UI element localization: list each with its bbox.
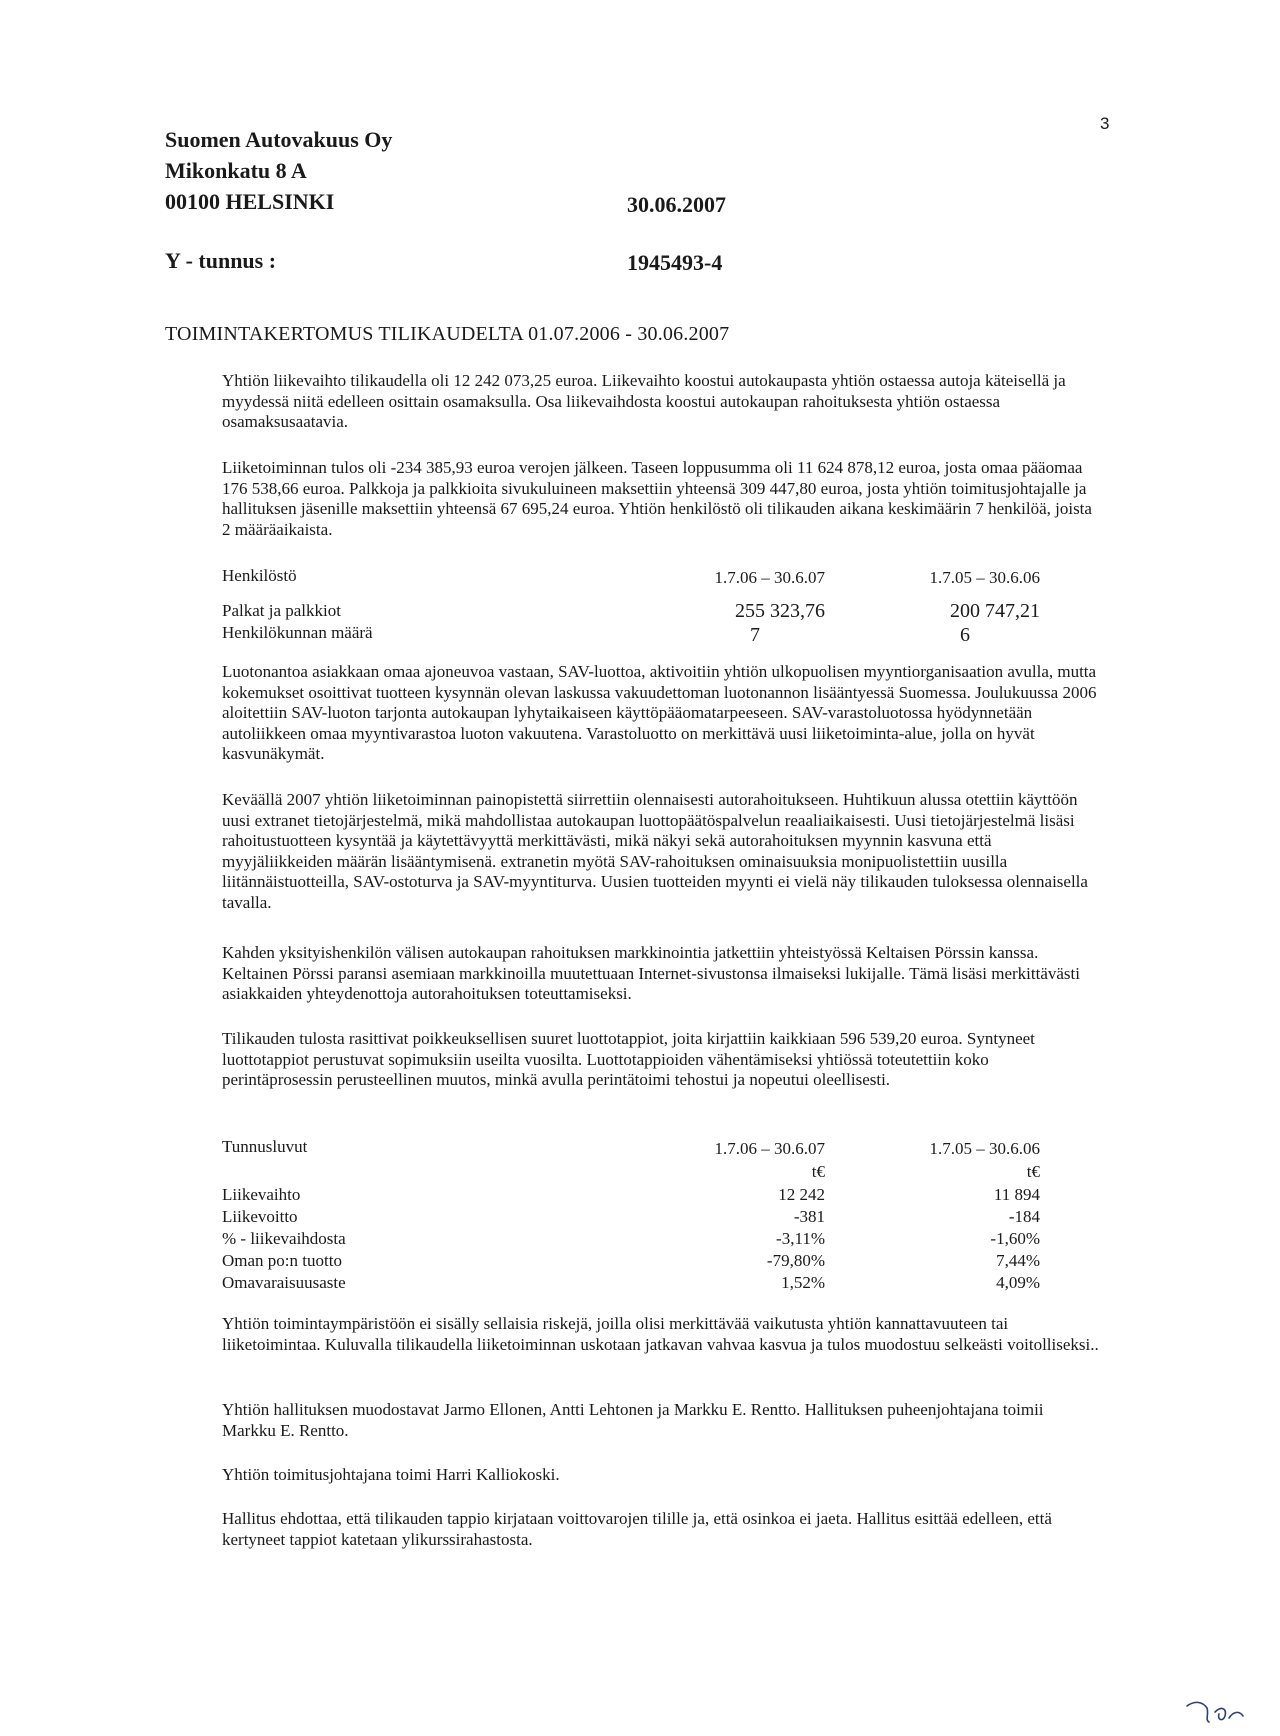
paragraph-sav-credit: Luotonantoa asiakkaan omaa ajoneuvoa vastaan, SAV-luottoa, aktivoitiin yhtiön ulkopuolisen myyntiorganisaation avulla, mutta kokemukset osoittivat tuotteen kysynnän olevan laskussa vakuudettoman luotonannon lisääntyessä Suomessa. Joulukuussa 2006 aloitettiin SAV-luoton tarjonta autokaupan lyhytaikaiseen käyttöpääomatarpeeseen. SAV-varastoluotossa hyödynnetään autoliikkeen omaa myyntivarastoa luoton vakuutena. Varastoluotto on merkittävä uusi liiketoiminta-alue, jolla on hyvät kasvunäkymät. — [222, 662, 1097, 763]
kpi-row-value-previous: -184 — [1008, 1207, 1040, 1226]
staff-row-label: Palkat ja palkkiot — [222, 601, 341, 620]
staff-table-heading: Henkilöstö — [222, 566, 297, 585]
page-number: 3 — [1100, 114, 1110, 133]
staff-period-current: 1.7.06 – 30.6.07 — [714, 568, 825, 587]
kpi-row-value-current: -79,80% — [766, 1251, 825, 1270]
business-id-label: Y - tunnus : — [165, 248, 277, 273]
paragraph-board: Yhtiön hallituksen muodostavat Jarmo Ellonen, Antti Lehtonen ja Markku E. Rentto. Hallituksen puheenjohtajana toimii Markku E. Rentto. — [222, 1400, 1044, 1440]
kpi-row-label: Liikevoitto — [222, 1207, 298, 1226]
kpi-row-label: Liikevaihto — [222, 1185, 301, 1204]
paragraph-ceo: Yhtiön toimitusjohtajana toimi Harri Kalliokoski. — [222, 1465, 560, 1484]
business-id-value: 1945493-4 — [627, 250, 723, 275]
kpi-row-value-current: 12 242 — [778, 1185, 825, 1204]
paragraph-risks: Yhtiön toimintaympäristöön ei sisälly sellaisia riskejä, joilla olisi merkittävää vaikutusta yhtiön kannattavuuteen tai liiketoimintaa. Kuluvalla tilikaudella liiketoiminnan uskotaan jatkavan vahvaa kasvua ja tulos muodostuu selkeästi voitolliseksi.. — [222, 1314, 1099, 1354]
report-title: TOIMINTAKERTOMUS TILIKAUDELTA 01.07.2006 - 30.06.2007 — [165, 323, 730, 345]
kpi-period-previous: 1.7.05 – 30.6.06 — [929, 1139, 1040, 1158]
kpi-row-label: Omavaraisuusaste — [222, 1273, 346, 1292]
kpi-row-label: Oman po:n tuotto — [222, 1251, 342, 1270]
kpi-row-value-current: -381 — [793, 1207, 825, 1226]
paragraph-focus-shift: Keväällä 2007 yhtiön liiketoiminnan painopistettä siirrettiin olennaisesti autorahoitukseen. Huhtikuun alussa otettiin käyttöön uusi extranet tietojärjestelmä, mikä mahdollistaa autokaupan luottopäätöspalvelun reaaliaikaisesti. Uusi tietojärjestelmä lisäsi rahoitustuotteen kysyntää ja käytettävyyttä merkittävästi, mikä näkyi sekä autorahoituksen myynnin kasvuna että myyjäliikkeiden määrän lisääntymisenä. extranetin myötä SAV-rahoituksen ominaisuuksia monipuolistettiin uusilla liitännäistuotteilla, SAV-ostoturva ja SAV-myyntiturva. Uusien tuotteiden myynti ei vielä näy tilikauden tuloksessa olennaisella tavalla. — [222, 790, 1088, 912]
kpi-row-value-previous: 11 894 — [993, 1185, 1040, 1204]
staff-row-value-previous: 200 747,21 — [950, 600, 1040, 622]
company-street: Mikonkatu 8 A — [165, 158, 307, 183]
staff-row-value-current: 7 — [750, 624, 760, 646]
kpi-row-value-current: 1,52% — [781, 1273, 825, 1292]
handwritten-initials — [1185, 1698, 1245, 1728]
paragraph-result: Liiketoiminnan tulos oli -234 385,93 euroa verojen jälkeen. Taseen loppusumma oli 11 624 878,12 euroa, josta omaa pääomaa 176 538,66 euroa. Palkkoja ja palkkioita sivukuluineen maksettiin yhteensä 309 447,80 euroa, josta yhtiön toimitusjohtajalle ja hallituksen jäsenille maksettiin yhteensä 67 695,24 euroa. Yhtiön henkilöstö oli tilikauden aikana keskimäärin 7 henkilöä, joista 2 määräaikaista. — [222, 458, 1092, 539]
kpi-row-value-previous: -1,60% — [990, 1229, 1040, 1248]
kpi-row-value-previous: 4,09% — [996, 1273, 1040, 1292]
paragraph-proposal: Hallitus ehdottaa, että tilikauden tappio kirjataan voittovarojen tilille ja, että osinkoa ei jaeta. Hallitus esittää edelleen, että kertyneet tappiot katetaan ylikurssirahastosta. — [222, 1509, 1052, 1549]
paragraph-revenue: Yhtiön liikevaihto tilikaudella oli 12 242 073,25 euroa. Liikevaihto koostui autokaupasta yhtiön ostaessa autoja käteisellä ja myydessä niitä edelleen osittain osamaksulla. Osa liikevaihdosta koostui autokaupan rahoituksesta yhtiön ostaessa osamaksusaatavia. — [222, 371, 1066, 431]
paragraph-credit-losses: Tilikauden tulosta rasittivat poikkeuksellisen suuret luottotappiot, joita kirjattiin kaikkiaan 596 539,20 euroa. Syntyneet luottotappiot perustuvat sopimuksiin useilta vuosilta. Luottotappioiden vähentämiseksi yhtiössä toteutettiin koko perintäprosessin perusteellinen muutos, minkä avulla perintätoimi tehostui ja nopeutui oleellisesti. — [222, 1029, 1035, 1089]
staff-row-value-previous: 6 — [960, 624, 970, 646]
staff-period-previous: 1.7.05 – 30.6.06 — [929, 568, 1040, 587]
staff-row-value-current: 255 323,76 — [735, 600, 825, 622]
company-name: Suomen Autovakuus Oy — [165, 127, 393, 152]
kpi-row-value-previous: 7,44% — [996, 1251, 1040, 1270]
company-postal: 00100 HELSINKI — [165, 189, 335, 214]
kpi-row-label: % - liikevaihdosta — [222, 1229, 346, 1248]
kpi-table-heading: Tunnusluvut — [222, 1137, 308, 1156]
kpi-unit-current: t€ — [811, 1162, 825, 1181]
paragraph-marketing: Kahden yksityishenkilön välisen autokaupan rahoituksen markkinointia jatkettiin yhteistyössä Keltaisen Pörssin kanssa. Keltainen Pörssi paransi asemiaan markkinoilla muutettuaan Internet-sivustonsa ilmaiseksi lukijalle. Tämä lisäsi merkittävästi asiakkaiden yhteydenottoja autorahoituksen toteuttamiseksi. — [222, 943, 1080, 1003]
kpi-period-current: 1.7.06 – 30.6.07 — [714, 1139, 825, 1158]
kpi-unit-previous: t€ — [1026, 1162, 1040, 1181]
staff-row-label: Henkilökunnan määrä — [222, 623, 373, 642]
kpi-row-value-current: -3,11% — [776, 1229, 825, 1248]
document-date: 30.06.2007 — [627, 192, 726, 217]
